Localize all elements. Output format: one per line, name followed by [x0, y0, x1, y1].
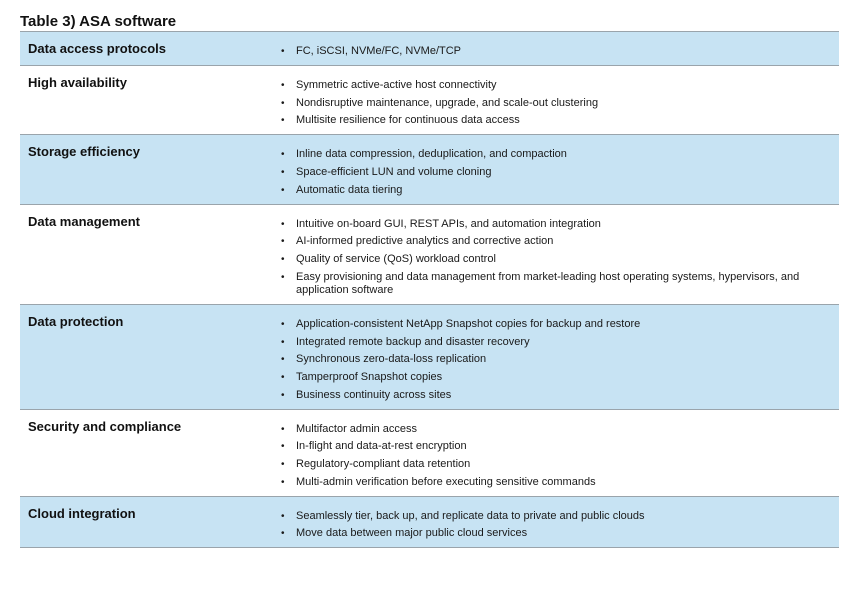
bullet-list [281, 218, 839, 297]
row-feature-list [270, 497, 839, 548]
table-row [20, 66, 839, 135]
list-item: • Application-consistent NetApp Snapshot copies for backup and restore [281, 318, 839, 331]
list-item: • Synchronous zero-data-loss replication [281, 353, 839, 366]
list-item: • Space-efficient LUN and volume cloning [281, 166, 839, 179]
row-category: Data protection [28, 313, 124, 329]
list-item: • Intuitive on-board GUI, REST APIs, and automation integration [281, 218, 839, 231]
row-category: High availability [28, 75, 127, 90]
list-item: • Automatic data tiering [281, 184, 839, 197]
row-category: Cloud integration [28, 505, 136, 521]
bullet-list [281, 45, 839, 58]
list-item: • Quality of service (QoS) workload control [281, 253, 839, 266]
list-item: • Multi-admin verification before executing sensitive commands [281, 476, 839, 489]
bullet-list [281, 318, 839, 402]
row-feature-list [270, 135, 839, 203]
row-feature-list [270, 410, 839, 496]
table-row [20, 497, 839, 549]
table-row [20, 305, 839, 410]
row-feature-list [270, 205, 839, 304]
list-item: • Integrated remote backup and disaster recovery [281, 336, 839, 349]
list-item: • Business continuity across sites [281, 389, 839, 402]
table-row [20, 205, 839, 305]
row-category: Storage efficiency [28, 144, 140, 160]
table-row [20, 32, 839, 66]
row-category: Data management [28, 213, 140, 229]
list-item: • Easy provisioning and data management from market-leading host operating systems, hypervisors, and application software [281, 271, 839, 297]
bullet-list [281, 148, 839, 196]
list-item: • Nondisruptive maintenance, upgrade, and scale-out clustering [281, 97, 839, 110]
list-item: • AI-informed predictive analytics and corrective action [281, 235, 839, 248]
bullet-list [281, 510, 839, 541]
list-item: • In-flight and data-at-rest encryption [281, 440, 839, 453]
list-item: • Symmetric active-active host connectivity [281, 79, 839, 92]
list-item: • Move data between major public cloud services [281, 527, 839, 540]
table-title: Table 3) ASA software [20, 13, 177, 30]
row-category: Data access protocols [28, 41, 167, 56]
asa-software-table [20, 31, 839, 548]
list-item: • FC, iSCSI, NVMe/FC, NVMe/TCP [281, 45, 839, 58]
list-item: • Regulatory-compliant data retention [281, 458, 839, 471]
table-row [20, 410, 839, 497]
row-category: Security and compliance [28, 418, 182, 434]
row-feature-list [270, 305, 839, 409]
list-item: • Multifactor admin access [281, 423, 839, 436]
list-item: • Inline data compression, deduplication, and compaction [281, 148, 839, 161]
row-feature-list [270, 66, 839, 134]
bullet-list [281, 423, 839, 489]
list-item: • Seamlessly tier, back up, and replicate data to private and public clouds [281, 510, 839, 523]
list-item: • Tamperproof Snapshot copies [281, 371, 839, 384]
list-item: • Multisite resilience for continuous data access [281, 114, 839, 127]
bullet-list [281, 79, 839, 127]
table-row [20, 135, 839, 204]
row-feature-list [270, 32, 839, 65]
